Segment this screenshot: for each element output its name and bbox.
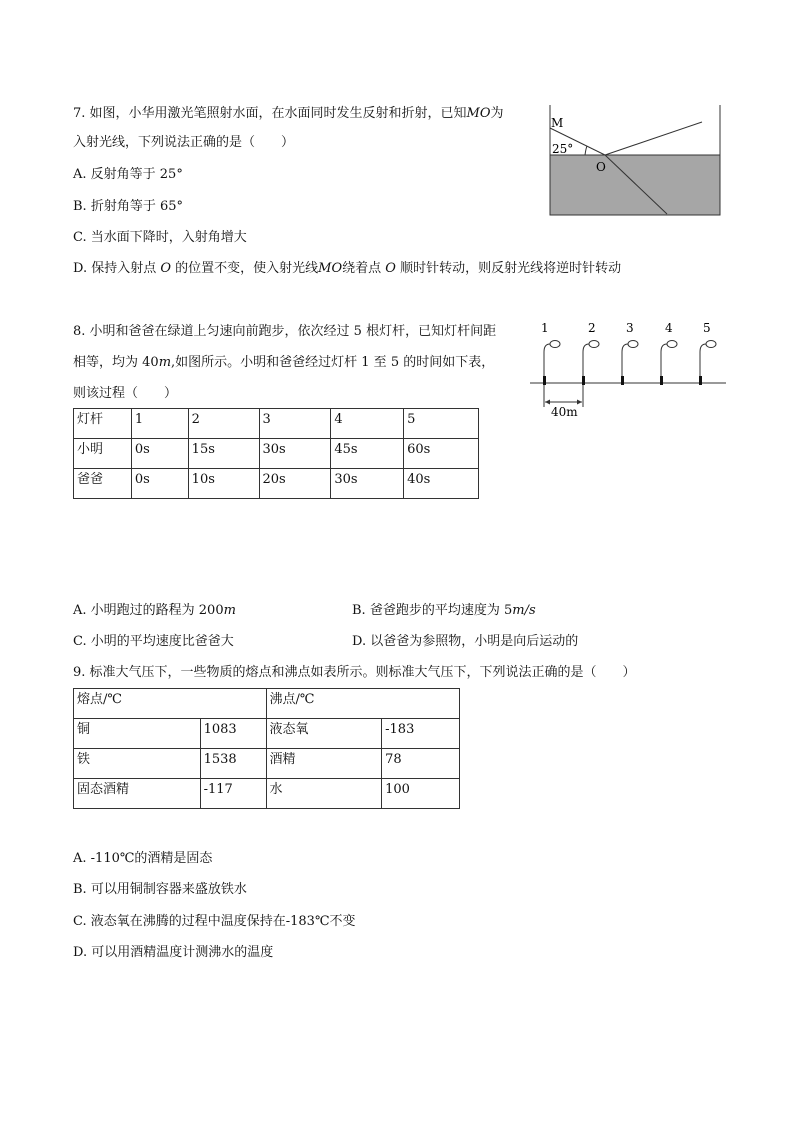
table-row: [74, 719, 460, 749]
table-cell: 铁: [74, 749, 201, 779]
q8-option-a: A. 小明跑过的路程为 200m: [73, 603, 236, 618]
table-cell: 水: [266, 779, 382, 809]
table-cell: -117: [200, 779, 266, 809]
table-header-row: [74, 689, 460, 719]
label-angle: 25°: [552, 142, 574, 156]
q7-stem-line1: 7. 如图，小华用激光笔照射水面，在水面同时发生反射和折射，已知MO为: [73, 106, 504, 121]
q7-stem-line2: 入射光线，下列说法正确的是（ ）: [73, 135, 295, 150]
table-cell: 固态酒精: [74, 779, 201, 809]
q7-reflection-figure: [545, 100, 725, 220]
table-row: [74, 409, 479, 439]
q7-option-d: D. 保持入射点 O 的位置不变，使入射光线MO绕着点 O 顺时针转动，则反射光线将逆时针转动: [73, 261, 622, 276]
table-row: [74, 439, 479, 469]
table-cell: 60s: [404, 439, 479, 469]
table-cell: 10s: [188, 469, 259, 499]
table-cell: 15s: [188, 439, 259, 469]
table-cell: 4: [331, 409, 404, 439]
q8-stem-line2: 相等，均为 40m,如图所示。小明和爸爸经过灯杆 1 至 5 的时间如下表，: [73, 355, 495, 370]
angle-arc: [585, 146, 587, 155]
table-cell: 30s: [259, 439, 331, 469]
pole-4: [660, 321, 677, 385]
q9-option-c: C. 液态氧在沸腾的过程中温度保持在-183℃不变: [73, 914, 356, 929]
spacing-marker: [544, 385, 583, 418]
table-cell: 100: [382, 779, 460, 809]
table-row: [74, 779, 460, 809]
table-cell: 3: [259, 409, 331, 439]
table-cell: 酒精: [266, 749, 382, 779]
q7-option-a: A. 反射角等于 25°: [73, 167, 183, 182]
table-cell: 2: [188, 409, 259, 439]
header-boiling-point: 沸点/℃: [266, 689, 460, 719]
q8-option-b: B. 爸爸跑步的平均速度为 5m/s: [352, 603, 536, 618]
table-row: [74, 469, 479, 499]
label-o: O: [596, 160, 606, 174]
water-region: [550, 155, 720, 215]
table-cell: 1: [131, 409, 188, 439]
q9-stem: 9. 标准大气压下，一些物质的熔点和沸点如表所示。则标准大气压下，下列说法正确的是（ ）: [73, 665, 636, 680]
pole-3: [621, 321, 638, 385]
table-cell: 1538: [200, 749, 266, 779]
q8-option-d: D. 以爸爸为参照物，小明是向后运动的: [352, 634, 579, 649]
table-cell: 铜: [74, 719, 201, 749]
header-melting-point: 熔点/℃: [74, 689, 267, 719]
q7-option-b: B. 折射角等于 65°: [73, 199, 183, 214]
table-cell: 5: [404, 409, 479, 439]
spacing-label: 40m: [551, 405, 578, 418]
label-m: M: [551, 116, 564, 130]
q9-option-a: A. -110℃的酒精是固态: [73, 851, 213, 866]
pole-2: [582, 321, 599, 385]
pole-label-1: 1: [541, 321, 549, 335]
table-cell: 45s: [331, 439, 404, 469]
pole-label-3: 3: [626, 321, 634, 335]
q9-melting-boiling-table: [73, 688, 460, 809]
q9-option-b: B. 可以用铜制容器来盛放铁水: [73, 882, 247, 897]
table-cell: 1083: [200, 719, 266, 749]
q8-option-c: C. 小明的平均速度比爸爸大: [73, 634, 234, 649]
table-cell: -183: [382, 719, 460, 749]
pole-1: [541, 321, 560, 385]
pole-label-5: 5: [703, 321, 711, 335]
table-cell: 爸爸: [74, 469, 132, 499]
table-cell: 液态氧: [266, 719, 382, 749]
q7-option-c: C. 当水面下降时，入射角增大: [73, 230, 247, 245]
reflected-ray: [605, 122, 702, 155]
q8-time-table: [73, 408, 479, 499]
table-cell: 30s: [331, 469, 404, 499]
table-cell: 0s: [131, 469, 188, 499]
pole-label-2: 2: [588, 321, 596, 335]
table-cell: 小明: [74, 439, 132, 469]
q9-option-d: D. 可以用酒精温度计测沸水的温度: [73, 945, 274, 960]
table-cell: 0s: [131, 439, 188, 469]
table-cell: 78: [382, 749, 460, 779]
table-row: [74, 749, 460, 779]
q8-stem-line1: 8. 小明和爸爸在绿道上匀速向前跑步，依次经过 5 根灯杆，已知灯杆间距: [73, 324, 497, 339]
q8-lamp-poles-figure: [530, 318, 730, 418]
pole-label-4: 4: [665, 321, 673, 335]
q8-stem-line3: 则该过程（ ）: [73, 386, 178, 401]
table-cell: 灯杆: [74, 409, 132, 439]
pole-5: [699, 321, 716, 385]
table-cell: 20s: [259, 469, 331, 499]
table-cell: 40s: [404, 469, 479, 499]
